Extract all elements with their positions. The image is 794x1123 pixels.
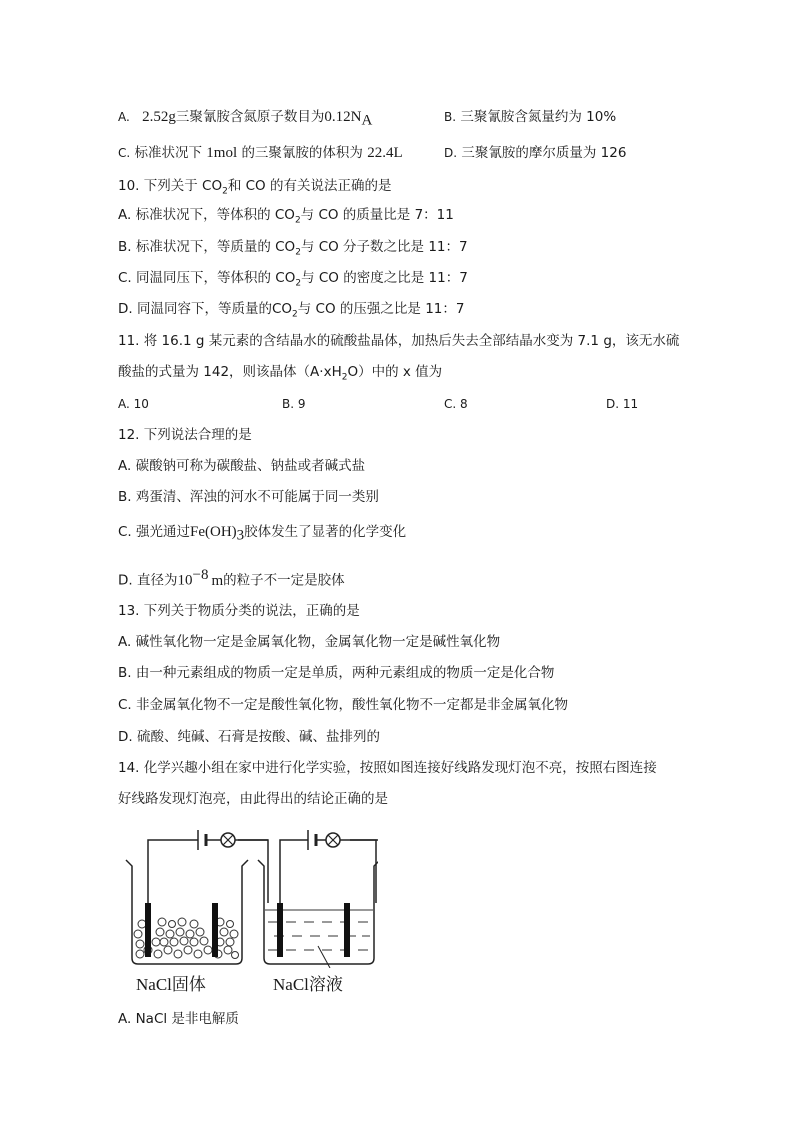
q12-option-b: B. 鸡蛋清、浑浊的河水不可能属于同一类别 [118, 489, 379, 505]
q12-option-a: A. 碳酸钠可称为碳酸盐、钠盐或者碱式盐 [118, 458, 366, 474]
option-text: 胶体发生了显著的化学变化 [244, 524, 407, 540]
right-wire [280, 840, 308, 903]
option-text: 三聚氰胺的摩尔质量为 126 [461, 145, 627, 161]
subscript: 2 [294, 215, 301, 226]
circuit-diagram [118, 818, 378, 968]
option-text: 三聚氰胺含氮量约为 10% [460, 109, 617, 125]
subscript: 2 [295, 278, 302, 289]
question-text: 酸盐的式量为 142，则该晶体（A·xH [118, 364, 342, 380]
electrode [145, 903, 151, 957]
q12-stem: 12. 下列说法合理的是 [118, 427, 252, 443]
q13-option-d: D. 硫酸、纯碱、石膏是按酸、碱、盐排列的 [118, 729, 380, 745]
q13-option-b: B. 由一种元素组成的物质一定是单质，两种元素组成的物质一定是化合物 [118, 665, 555, 681]
q11-option-d: D. 11 [606, 397, 639, 411]
q13-option-a: A. 碱性氧化物一定是金属氧化物，金属氧化物一定是碱性氧化物 [118, 634, 501, 650]
fig-right-label: NaCl溶液 [273, 975, 343, 994]
subscript: A [361, 112, 373, 129]
q11-option-c: C. 8 [444, 397, 468, 411]
electrolysis-figure [118, 818, 378, 998]
q10-stem [118, 176, 391, 202]
formula-text: m [211, 572, 224, 589]
q10-option-c [118, 268, 468, 294]
left-wire [148, 840, 198, 903]
option-label: D. [444, 146, 458, 160]
option-text: D. 同温同容下，等质量的CO [118, 301, 293, 317]
formula-text: 1mol [206, 145, 238, 161]
subscript: 3 [236, 527, 245, 544]
superscript: −8 [192, 567, 209, 583]
electrode [277, 903, 283, 957]
q10-option-a [118, 205, 454, 231]
option-text: A. 标准状况下，等体积的 CO [118, 207, 295, 223]
option-label: B. [444, 110, 457, 124]
option-text: 标准状况下 [134, 145, 202, 161]
right-beaker [258, 860, 378, 964]
q11-stem-line1: 11. 将 16.1 g 某元素的含结晶水的硫酸盐晶体，加热后失去全部结晶水变为 7.1 g，该无水硫 [118, 333, 680, 349]
option-text: 三聚氰胺含氮原子数目为 [175, 109, 325, 125]
right-wire-right [350, 840, 376, 903]
question-text: 10. 下列关于 CO [118, 178, 223, 194]
bulb-icon [326, 833, 340, 847]
q9-option-a [118, 107, 372, 131]
question-text: O）中的 x 值为 [347, 364, 443, 380]
q9-option-c [118, 143, 403, 163]
formula-text: 10 [177, 572, 193, 589]
q11-stem-line2 [118, 362, 442, 388]
subscript: 2 [222, 186, 228, 197]
q13-stem: 13. 下列关于物质分类的说法，正确的是 [118, 603, 360, 619]
subscript: 2 [295, 247, 301, 258]
q10-option-d [118, 299, 464, 325]
option-text: 与 CO 分子数之比是 11：7 [300, 239, 468, 255]
fig-left-label: NaCl固体 [136, 975, 206, 994]
bulb-icon [221, 833, 235, 847]
option-text: 与 CO 的密度之比是 11：7 [301, 270, 468, 286]
electrode [212, 903, 218, 957]
option-text: D. 直径为 [118, 572, 178, 589]
q14-option-a: A. NaCl 是非电解质 [118, 1011, 239, 1027]
option-text: B. 标准状况下，等质量的 CO [118, 239, 296, 255]
option-text: 与 CO 的压强之比是 11：7 [297, 301, 465, 317]
q14-stem-line1: 14. 化学兴趣小组在家中进行化学实验，按照如图连接好线路发现灯泡不亮，按照右图连接 [118, 760, 657, 776]
q9-option-b [444, 107, 616, 127]
option-label: C. [118, 146, 131, 160]
option-label: A. [118, 110, 130, 124]
formula-text: 22.4L [367, 145, 403, 161]
q10-option-b [118, 237, 468, 263]
option-text: 与 CO 的质量比是 7：11 [300, 207, 454, 223]
option-text: C. 同温同压下，等体积的 CO [118, 270, 296, 286]
option-text: C. 强光通过 [118, 524, 191, 540]
option-text: 的三聚氰胺的体积为 [241, 145, 363, 161]
q11-option-b: B. 9 [282, 397, 306, 411]
q13-option-c: C. 非金属氧化物不一定是酸性氧化物，酸性氧化物不一定都是非金属氧化物 [118, 697, 569, 713]
subscript: 2 [341, 372, 348, 383]
formula-text: 2.52g [142, 109, 176, 125]
formula-text: Fe(OH) [190, 524, 237, 540]
electrode [344, 903, 350, 957]
option-text: 的粒子不一定是胶体 [223, 572, 345, 589]
subscript: 2 [292, 309, 298, 320]
question-text: 和 CO 的有关说法正确的是 [227, 178, 392, 194]
q11-option-a: A. 10 [118, 397, 149, 411]
q9-option-d [444, 143, 626, 163]
q14-stem-line2: 好线路发现灯泡亮，由此得出的结论正确的是 [118, 791, 388, 807]
q12-option-c [118, 522, 406, 546]
q12-option-d [118, 565, 345, 591]
formula-text: 0.12N [324, 109, 362, 125]
